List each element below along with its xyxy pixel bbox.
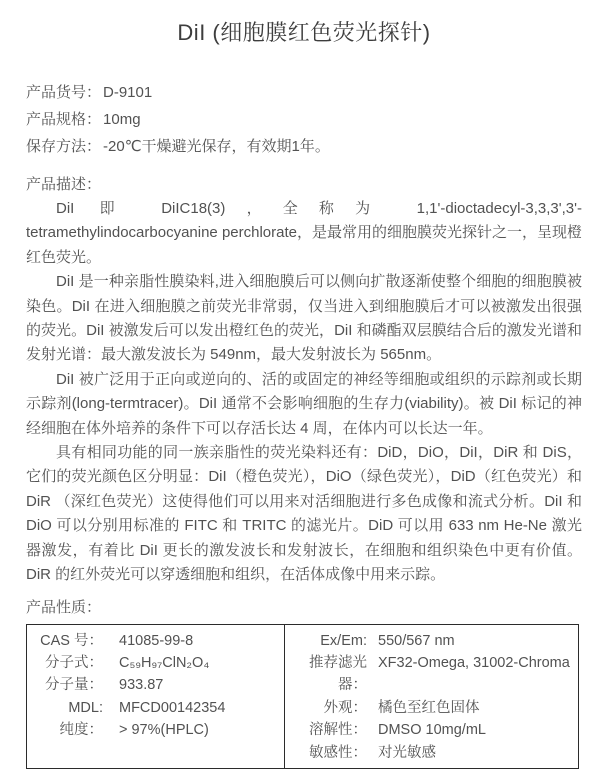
sensitivity-label: 敏感性： bbox=[309, 744, 367, 761]
table-row bbox=[27, 630, 284, 652]
appearance-value: 橘色至红色固体 bbox=[378, 699, 480, 716]
table-row bbox=[285, 719, 578, 741]
formula-label: 分子式： bbox=[45, 654, 103, 671]
mdl-label: MDL: bbox=[68, 699, 103, 716]
exem-label: Ex/Em: bbox=[320, 632, 367, 649]
product-code-label: 产品货号： bbox=[26, 84, 102, 101]
formula-value: C₅₉H₉₇ClN₂O₄ bbox=[119, 654, 210, 671]
description-paragraph: DiI 即 DiIC18(3)，全称为 1,1'-dioctadecyl-3,3,3',3'-tetramethylindocarbocyanine perchlorate，是最常用的细胞膜荧光探针之一，呈现橙红色荧光。 bbox=[26, 200, 582, 266]
appearance-label: 外观： bbox=[323, 699, 367, 716]
description-block bbox=[26, 197, 582, 588]
product-info-block bbox=[26, 79, 582, 160]
table-row bbox=[27, 719, 284, 741]
table-row bbox=[285, 742, 578, 764]
storage-label: 保存方法： bbox=[26, 138, 102, 155]
cas-value: 41085-99-8 bbox=[119, 632, 194, 649]
molweight-value: 933.87 bbox=[119, 677, 164, 694]
solubility-label: 溶解性： bbox=[309, 722, 367, 739]
mdl-value: MFCD00142354 bbox=[119, 699, 226, 716]
table-row bbox=[285, 697, 578, 719]
page-title: DiI (细胞膜红色荧光探针) bbox=[177, 20, 431, 45]
filter-label: 推荐滤光器： bbox=[309, 654, 367, 694]
product-spec-row bbox=[26, 106, 582, 133]
description-paragraph: 具有相同功能的同一族亲脂性的荧光染料还有：DiD，DiO，DiI，DiR 和 DiS，它们的荧光颜色区分明显：DiI（橙色荧光），DiO（绿色荧光），DiD（红色荧光）和 DiR （深红色荧光）这使得他们可以用来对活细胞进行多色成像和流式分析。DiI 和 DiO 可以分别用标准的 FITC 和 TRITC 的滤光片。DiD 可以用 633 nm He-Ne 激光器激发，有着比 DiI 更长的激发波长和发射波长，在细胞和组织染色中更有价值。 DiR 的红外荧光可以穿透细胞和组织，在活体成像中用来示踪。 bbox=[26, 444, 582, 584]
storage-value: -20℃干燥避光保存，有效期1年。 bbox=[103, 138, 330, 155]
description-paragraph: DiI 是一种亲脂性膜染料,进入细胞膜后可以侧向扩散逐渐使整个细胞的细胞膜被染色。DiI 在进入细胞膜之前荧光非常弱，仅当进入到细胞膜后才可以被激发出很强的荧光。DiI 被激发后可以发出橙红色的荧光，DiI 和磷酯双层膜结合后的激发光谱和发射光谱：最大激发波长为 549nm，最大发射波长为 565nm。 bbox=[26, 273, 582, 364]
storage-row bbox=[26, 133, 582, 160]
exem-value: 550/567 nm bbox=[378, 632, 455, 649]
properties-table-right-column bbox=[285, 625, 578, 768]
product-spec-value: 10mg bbox=[103, 111, 141, 128]
purity-label: 纯度： bbox=[59, 722, 103, 739]
table-row bbox=[27, 674, 284, 696]
solubility-value: DMSO 10mg/mL bbox=[378, 722, 486, 739]
product-code-value: D-9101 bbox=[103, 84, 153, 101]
table-row bbox=[285, 652, 578, 697]
product-spec-label: 产品规格： bbox=[26, 111, 102, 128]
table-row bbox=[285, 630, 578, 652]
purity-value: > 97%(HPLC) bbox=[119, 722, 209, 739]
table-row bbox=[27, 697, 284, 719]
properties-table bbox=[26, 624, 579, 769]
cas-label: CAS 号： bbox=[40, 632, 103, 649]
sensitivity-value: 对光敏感 bbox=[378, 744, 436, 761]
description-paragraph: DiI 被广泛用于正向或逆向的、活的或固定的神经等细胞或组织的示踪剂或长期示踪剂(long-termtracer)。DiI 通常不会影响细胞的生存力(viability)。被 DiI 标记的神经细胞在体外培养的条件下可以存活长达 4 周，在体内可以长达一年。 bbox=[26, 370, 582, 437]
description-heading: 产品描述： bbox=[26, 176, 102, 193]
table-row bbox=[27, 652, 284, 674]
product-code-row bbox=[26, 79, 582, 106]
properties-heading: 产品性质： bbox=[26, 598, 102, 616]
molweight-label: 分子量： bbox=[45, 677, 103, 694]
properties-table-left-column bbox=[27, 625, 285, 768]
filter-value: XF32-Omega, 31002-Chroma bbox=[378, 654, 570, 671]
